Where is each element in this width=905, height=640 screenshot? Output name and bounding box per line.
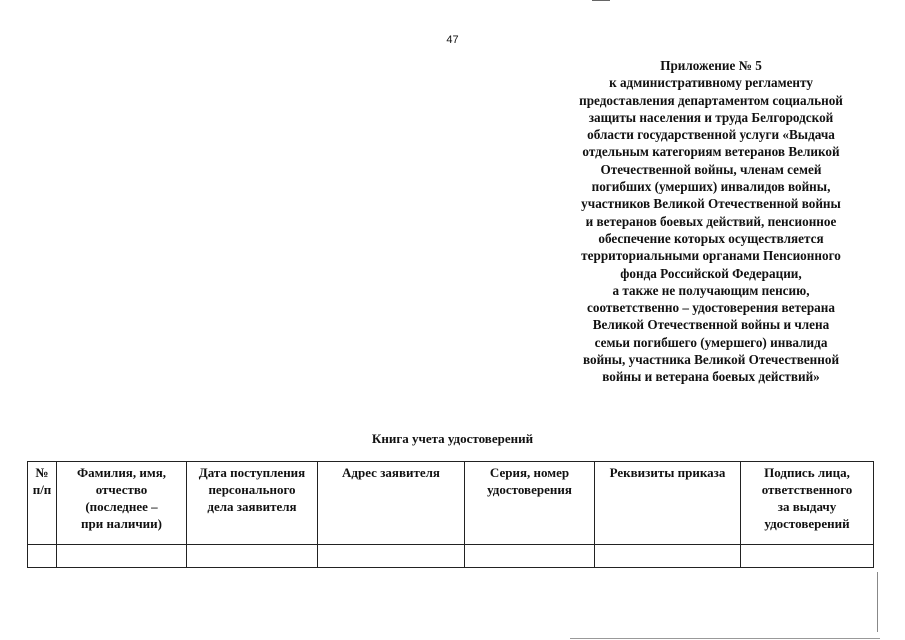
- appendix-line: соответственно – удостоверения ветерана: [587, 300, 835, 316]
- header-receipt-date: Дата поступления персонального дела заявителя: [187, 462, 318, 545]
- scan-artifact-top: [592, 0, 610, 1]
- appendix-line: войны и ветерана боевых действий»: [602, 369, 820, 385]
- header-full-name: Фамилия, имя, отчество (последнее – при наличии): [57, 462, 187, 545]
- table-row: [28, 545, 874, 568]
- appendix-line: Великой Отечественной войны и члена: [592, 317, 830, 333]
- header-number: № п/п: [28, 462, 57, 545]
- appendix-line: погибших (умерших) инвалидов войны,: [591, 179, 831, 195]
- appendix-line: семьи погибшего (умершего) инвалида: [594, 334, 828, 350]
- table-cell: [57, 545, 187, 568]
- table-cell: [741, 545, 874, 568]
- appendix-heading: [548, 57, 874, 386]
- appendix-line: Отечественной войны, членам семей: [600, 161, 822, 177]
- book-title: Книга учета удостоверений: [371, 431, 534, 446]
- header-applicant-address: Адрес заявителя: [318, 462, 465, 545]
- appendix-line: предоставления департаментом социальной: [579, 92, 843, 108]
- scan-artifact-right: [877, 572, 878, 632]
- appendix-line: к административному регламенту: [609, 75, 813, 91]
- appendix-line: обеспечение которых осуществляется: [598, 230, 824, 246]
- scan-artifact-bottom: [570, 638, 880, 639]
- header-responsible-signature: Подпись лица, ответственного за выдачу удостоверений: [741, 462, 874, 545]
- appendix-line: и ветеранов боевых действий, пенсионное: [585, 213, 837, 229]
- appendix-line: отдельным категориям ветеранов Великой: [582, 144, 840, 160]
- appendix-line: участников Великой Отечественной войны: [581, 196, 841, 212]
- page-number: 47: [446, 34, 459, 46]
- table-cell: [595, 545, 741, 568]
- table-cell: [28, 545, 57, 568]
- table-cell: [187, 545, 318, 568]
- header-order-details: Реквизиты приказа: [595, 462, 741, 545]
- appendix-line: фонда Российской Федерации,: [620, 265, 802, 281]
- table-cell: [465, 545, 595, 568]
- appendix-line: войны, участника Великой Отечественной: [582, 352, 840, 368]
- table-cell: [318, 545, 465, 568]
- appendix-line: защиты населения и труда Белгородской: [588, 109, 834, 125]
- registry-table: [27, 461, 874, 568]
- appendix-line: области государственной услуги «Выдача: [587, 127, 835, 143]
- header-certificate-series-number: Серия, номер удостоверения: [465, 462, 595, 545]
- table-header-row: [28, 462, 874, 545]
- appendix-line: Приложение № 5: [660, 58, 762, 73]
- appendix-line: а также не получающим пенсию,: [612, 282, 810, 298]
- appendix-line: территориальными органами Пенсионного: [581, 248, 841, 264]
